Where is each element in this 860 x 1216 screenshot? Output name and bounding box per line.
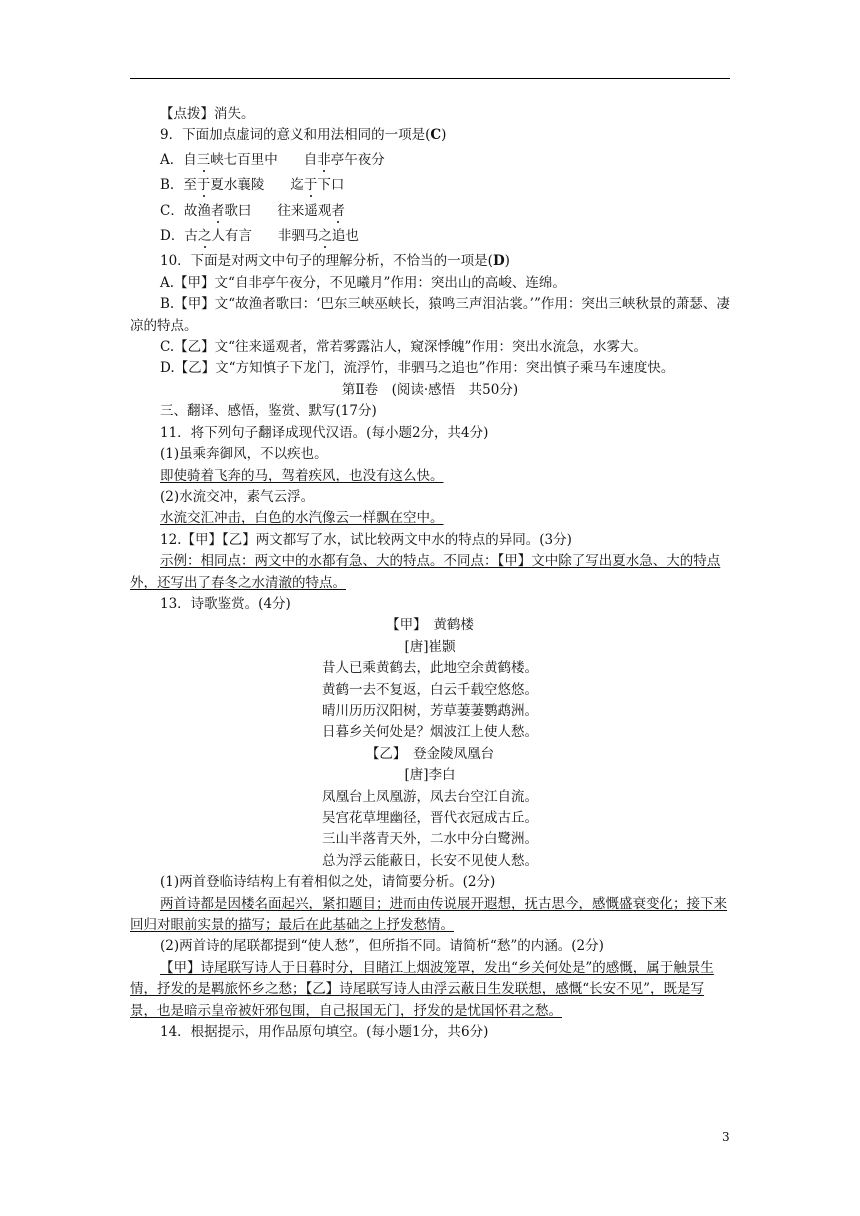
dotted-char: 于 <box>303 177 318 194</box>
poem-1-title: 【甲】 黄鹤楼 <box>386 617 474 634</box>
option-text: 非驷马 <box>277 228 319 245</box>
q9-options <box>130 150 730 248</box>
poem-line: 三山半落青天外，二水中分白鹭洲。 <box>322 831 538 848</box>
option-text: 峡七百里中 <box>210 151 278 168</box>
option-text: 迄 <box>290 177 304 194</box>
section-3-heading: 三、翻译、感悟，鉴赏、默写(17分) <box>160 403 377 420</box>
option-letter: B． <box>160 177 184 194</box>
poem-2-title: 【乙】 登金陵凤凰台 <box>365 745 495 762</box>
poem-line: 日暮乡关何处是？烟波江上使人愁。 <box>322 724 538 741</box>
q14-stem: 14．根据提示，用作品原句填空。(每小题1分，共6分) <box>160 1024 489 1041</box>
q11-sentence-1: (1)虽乘奔御风，不以疾也。 <box>160 446 328 463</box>
dotted-char: 者 <box>331 202 345 219</box>
tip-line: 【点拨】消失。 <box>160 106 255 122</box>
q9-option <box>130 175 730 196</box>
q11-answer-1: 即使骑着飞奔的马，驾着疾风，也没有这么快。 <box>160 467 444 484</box>
poem-line: 吴宫花草埋幽径，晋代衣冠成古丘。 <box>322 810 538 826</box>
dotted-char: 非 <box>317 151 331 168</box>
q10-option-a: A.【甲】文“自非亭午夜分，不见曦月”作用：突出山的高峻、连绵。 <box>160 274 566 291</box>
option-text: 至 <box>183 177 197 194</box>
poem-line: 总为浮云能蔽日，长安不见使人愁。 <box>322 852 538 869</box>
q9-stem: 9．下面加点虚词的意义和用法相同的一项是(C) <box>160 127 447 144</box>
dotted-char: 三 <box>196 151 211 168</box>
option-text: 追也 <box>331 228 359 245</box>
q9-option <box>130 226 730 247</box>
q11-sentence-2: (2)水流交冲，素气云浮。 <box>160 488 315 505</box>
q11-answer-2: 水流交汇冲击，白色的水汽像云一样飘在空中。 <box>160 510 444 527</box>
option-text: 下口 <box>317 177 345 194</box>
q13-answer-2: 【甲】诗尾联写诗人于日暮时分，目睹江上烟波笼罩，发出“乡关何处是”的感慨，属于触景生情，抒发的是羁旅怀乡之愁；【乙】诗尾联写诗人由浮云蔽日生发联想，感慨“长安不见”，既是写景，也是暗示皇帝被奸邪包围，自己报国无门，抒发的是忧国怀君之愁。 <box>130 959 714 1019</box>
option-text: 往来遥观 <box>277 202 332 219</box>
q9-option <box>130 150 730 171</box>
q9-answer: C <box>430 127 442 144</box>
q10-stem: 10．下面是对两文中句子的理解分析，不恰当的一项是(D) <box>160 253 510 270</box>
option-text: 歌曰 <box>224 202 252 219</box>
q13-sub-2: (2)两首诗的尾联都提到“使人愁”，但所指不同。请简析“愁”的内涵。(2分) <box>160 938 604 955</box>
option-text: 古 <box>184 228 198 245</box>
dotted-char: 于 <box>196 177 211 194</box>
poem-2-author: [唐]李白 <box>404 767 456 784</box>
page-number: 3 <box>722 1130 730 1144</box>
option-text: 自 <box>303 151 318 168</box>
q13-answer-1: 两首诗都是因楼名面起兴，紧扣题目；进而由传说展开遐想，抚古思今，感慨盛衰变化；接下来回归对眼前实景的描写；最后在此基础之上抒发愁情。 <box>130 895 727 934</box>
option-text: 人有言 <box>211 228 252 245</box>
q12-stem: 12.【甲】【乙】两文都写了水，试比较两文中水的特点的异同。(3分) <box>160 531 572 548</box>
q11-stem: 11．将下列句子翻译成现代汉语。(每小题2分，共4分) <box>160 424 489 441</box>
q10-answer: D <box>492 253 505 270</box>
q10-option-b: B.【甲】文“故渔者歌曰：‘巴东三峡巫峡长，猿鸣三声泪沾裳。’”作用：突出三峡秋景的萧瑟、凄凉的特点。 <box>130 296 730 334</box>
header-rule <box>130 78 730 79</box>
option-letter: D． <box>160 228 185 245</box>
q10-option-d: D.【乙】文“方知慎子下龙门，流浮竹，非驷马之追也”作用：突出慎子乘马车速度快。 <box>160 360 675 377</box>
q12-answer: 示例：相同点：两文中的水都有急、大的特点。不同点：【甲】文中除了写出夏水急、大的特点外，还写出了春冬之水清澈的特点。 <box>130 553 721 591</box>
poem-line: 晴川历历汉阳树，芳草萋萋鹦鹉洲。 <box>322 702 538 719</box>
section-title: 第Ⅱ卷 (阅读·感悟 共50分) <box>341 381 519 398</box>
dotted-char: 之 <box>197 228 212 245</box>
option-letter: A． <box>160 151 184 168</box>
option-text: 自 <box>183 151 197 168</box>
q13-stem: 13．诗歌鉴赏。(4分) <box>160 595 291 612</box>
option-text: 亭午夜分 <box>330 151 385 168</box>
poem-line: 凤凰台上凤凰游，凤去台空江自流。 <box>322 788 538 805</box>
option-text: 夏水襄陵 <box>210 177 265 194</box>
dotted-char: 者 <box>210 202 225 219</box>
q9-option <box>130 201 730 222</box>
document-body <box>130 104 730 1043</box>
poem-line: 黄鹤一去不复返，白云千载空悠悠。 <box>322 681 538 698</box>
poem-1-author: [唐]崔颢 <box>404 638 456 655</box>
q10-option-c: C.【乙】文“往来遥观者，常若雾露沾人，窥深悸魄”作用：突出水流急，水雾大。 <box>160 339 647 356</box>
poem-line: 昔人已乘黄鹤去，此地空余黄鹤楼。 <box>322 660 538 677</box>
option-text: 故渔 <box>183 202 211 219</box>
q13-sub-1: (1)两首登临诗结构上有着相似之处，请简要分析。(2分) <box>160 874 496 891</box>
dotted-char: 之 <box>318 228 332 245</box>
option-letter: C． <box>160 202 184 219</box>
